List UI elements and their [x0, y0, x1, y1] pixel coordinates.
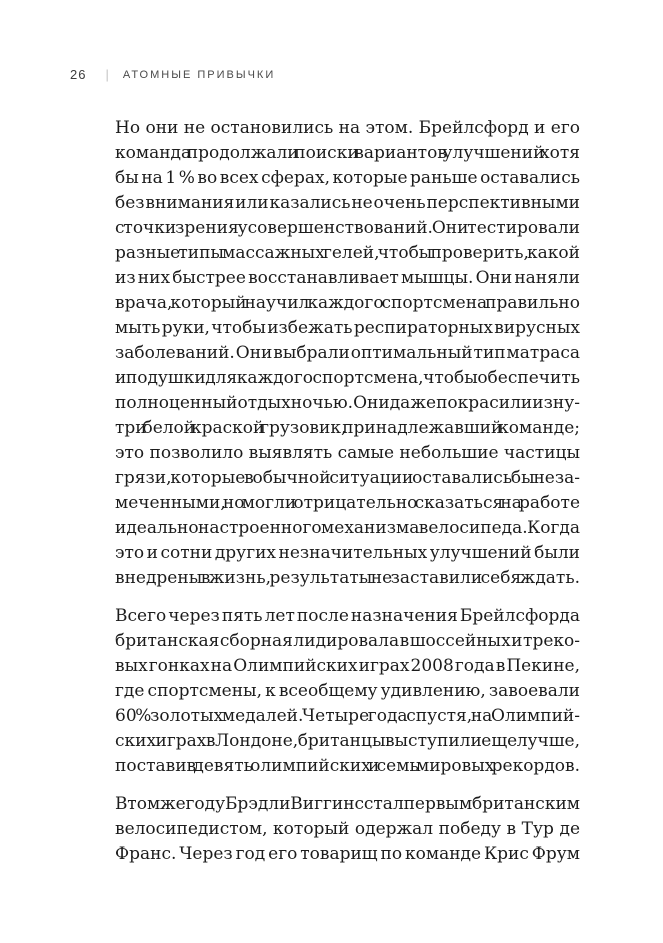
- text-line: В том же году Брэдли Виггинс стал первым британским: [115, 794, 580, 814]
- text-line: бы на 1 % во всех сферах, которые раньше оставались: [115, 168, 580, 188]
- text-line: Всего через пять лет после назначения Брейлсфорда: [115, 606, 580, 626]
- paragraph: [115, 116, 580, 591]
- text-line: из них быстрее восстанавливает мышцы. Они наняли: [115, 268, 580, 288]
- text-line: с точки зрения усовершенствований. Они тестировали: [115, 218, 580, 238]
- header-divider: |: [105, 67, 109, 82]
- text-line: разные типы массажных гелей, чтобы проверить, какой: [115, 243, 580, 263]
- text-line: идеально настроенного механизма велосипеда. Когда: [115, 518, 580, 538]
- text-line: команда продолжали поиски вариантов улучшений хотя: [115, 143, 580, 163]
- text-line: где спортсмены, к всеобщему удивлению, завоевали: [115, 681, 580, 701]
- text-line: ских играх в Лондоне, британцы выступили еще лучше,: [115, 731, 580, 751]
- text-line: внедрены в жизнь, результаты не заставили себя ждать.: [115, 568, 580, 588]
- paragraph: [115, 604, 580, 779]
- text-line: меченными, но могли отрицательно сказаться на работе: [115, 493, 580, 513]
- text-line: это позволило выявлять самые небольшие частицы: [115, 443, 580, 463]
- text-line: велосипедистом, который одержал победу в Тур де: [115, 819, 580, 839]
- text-line: и подушки для каждого спортсмена, чтобы обеспечить: [115, 368, 580, 388]
- text-line: грязи, которые в обычной ситуации оставались бы неза-: [115, 468, 580, 488]
- text-line: поставив девять олимпийских и семь мировых рекордов.: [115, 756, 580, 776]
- text-line: это и сотни других незначительных улучшений были: [115, 543, 581, 563]
- page-body: [115, 116, 580, 867]
- text-line: вых гонках на Олимпийских играх 2008 года в Пекине,: [115, 656, 580, 676]
- text-line: три белой краской грузовик, принадлежавший команде;: [115, 418, 580, 438]
- text-line: без внимания или казались не очень перспективными: [115, 193, 580, 213]
- running-title: АТОМНЫЕ ПРИВЫЧКИ: [122, 68, 276, 81]
- text-line: заболеваний. Они выбрали оптимальный тип матраса: [115, 343, 580, 363]
- page-number: 26: [70, 67, 87, 82]
- text-line: Франс. Через год его товарищ по команде Крис Фрум: [115, 844, 580, 864]
- text-line: врача, который научил каждого спортсмена правильно: [115, 293, 580, 313]
- text-line: британская сборная лидировала в шоссейных и треко-: [115, 631, 580, 651]
- text-line: полноценный отдых ночью. Они даже покрасили изну-: [115, 393, 580, 413]
- text-line: мыть руки, чтобы избежать респираторных вирусных: [115, 318, 580, 338]
- paragraph: [115, 792, 580, 867]
- page-header: [70, 67, 275, 82]
- text-line: Но они не остановились на этом. Брейлсфорд и его: [115, 118, 580, 138]
- text-line: 60 % золотых медалей. Четыре года спустя, на Олимпий-: [115, 706, 580, 726]
